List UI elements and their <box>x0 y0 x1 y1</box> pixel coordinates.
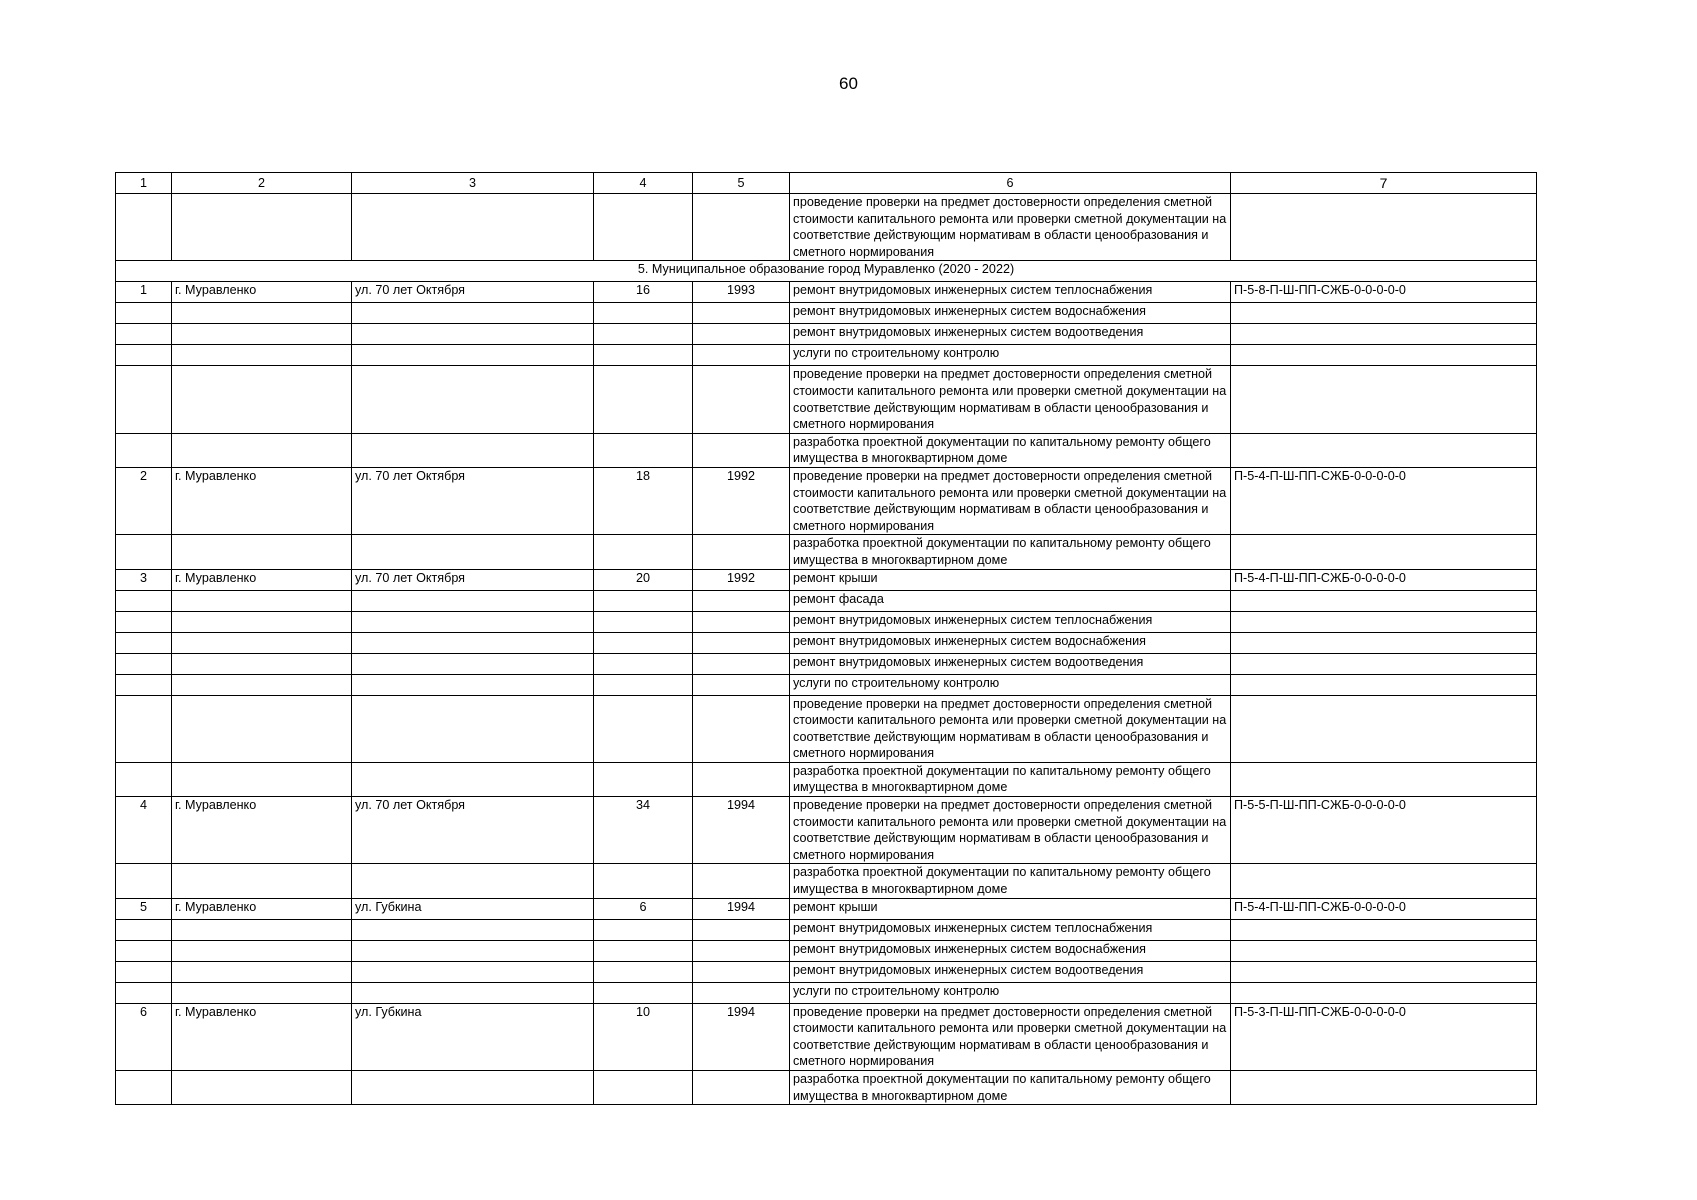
house-number-cell <box>594 194 693 261</box>
building-code-cell: П-5-4-П-Ш-ПП-СЖБ-0-0-0-0-0 <box>1231 569 1537 590</box>
city-cell <box>172 653 352 674</box>
house-number-cell <box>594 324 693 345</box>
street-cell <box>352 366 594 433</box>
page-number: 60 <box>839 74 858 93</box>
house-number-cell: 10 <box>594 1003 693 1070</box>
row-number <box>116 194 172 261</box>
build-year-cell <box>693 433 790 467</box>
row-number: 2 <box>116 467 172 534</box>
build-year-cell <box>693 611 790 632</box>
work-type-cell: разработка проектной документации по капитальному ремонту общего имущества в многоквартирном доме <box>790 535 1231 569</box>
house-number-cell: 20 <box>594 569 693 590</box>
table-row <box>116 1071 1537 1105</box>
row-number <box>116 961 172 982</box>
table-row <box>116 674 1537 695</box>
row-number <box>116 864 172 898</box>
street-cell: ул. Губкина <box>352 1003 594 1070</box>
work-type-cell: разработка проектной документации по капитальному ремонту общего имущества в многоквартирном доме <box>790 762 1231 796</box>
street-cell <box>352 590 594 611</box>
house-number-cell: 34 <box>594 797 693 864</box>
street-cell <box>352 961 594 982</box>
city-cell: г. Муравленко <box>172 1003 352 1070</box>
row-number <box>116 653 172 674</box>
row-number: 3 <box>116 569 172 590</box>
street-cell <box>352 345 594 366</box>
table-row <box>116 433 1537 467</box>
row-number <box>116 982 172 1003</box>
row-number <box>116 940 172 961</box>
building-code-cell <box>1231 590 1537 611</box>
row-number <box>116 324 172 345</box>
street-cell: ул. Губкина <box>352 898 594 919</box>
city-cell <box>172 632 352 653</box>
house-number-cell <box>594 366 693 433</box>
row-number <box>116 674 172 695</box>
building-code-cell <box>1231 864 1537 898</box>
work-type-cell: услуги по строительному контролю <box>790 345 1231 366</box>
row-number <box>116 632 172 653</box>
street-cell <box>352 919 594 940</box>
city-cell <box>172 940 352 961</box>
house-number-cell <box>594 982 693 1003</box>
street-cell <box>352 433 594 467</box>
work-type-cell: проведение проверки на предмет достоверности определения сметной стоимости капитального ремонта или проверки сметной документации на соответствие действующим нормативам в области ценообразования и сметного нормирования <box>790 1003 1231 1070</box>
work-type-cell: ремонт крыши <box>790 898 1231 919</box>
table-row <box>116 467 1537 534</box>
work-type-cell: ремонт внутридомовых инженерных систем теплоснабжения <box>790 282 1231 303</box>
row-number <box>116 433 172 467</box>
city-cell <box>172 590 352 611</box>
work-type-cell: проведение проверки на предмет достоверности определения сметной стоимости капитального ремонта или проверки сметной документации на соответствие действующим нормативам в области ценообразования и сметного нормирования <box>790 695 1231 762</box>
city-cell <box>172 695 352 762</box>
column-header-2: 2 <box>172 173 352 194</box>
work-type-cell: ремонт крыши <box>790 569 1231 590</box>
street-cell <box>352 303 594 324</box>
building-code-cell: П-5-3-П-Ш-ПП-СЖБ-0-0-0-0-0 <box>1231 1003 1537 1070</box>
house-number-cell <box>594 433 693 467</box>
building-code-cell: П-5-5-П-Ш-ПП-СЖБ-0-0-0-0-0 <box>1231 797 1537 864</box>
building-code-cell: П-5-4-П-Ш-ПП-СЖБ-0-0-0-0-0 <box>1231 467 1537 534</box>
building-code-cell: П-5-8-П-Ш-ПП-СЖБ-0-0-0-0-0 <box>1231 282 1537 303</box>
build-year-cell <box>693 366 790 433</box>
building-code-cell <box>1231 762 1537 796</box>
street-cell <box>352 982 594 1003</box>
work-type-cell: ремонт внутридомовых инженерных систем водоснабжения <box>790 303 1231 324</box>
row-number <box>116 535 172 569</box>
work-type-cell: проведение проверки на предмет достоверности определения сметной стоимости капитального ремонта или проверки сметной документации на соответствие действующим нормативам в области ценообразования и сметного нормирования <box>790 797 1231 864</box>
street-cell: ул. 70 лет Октября <box>352 569 594 590</box>
row-number <box>116 366 172 433</box>
build-year-cell: 1992 <box>693 569 790 590</box>
city-cell <box>172 864 352 898</box>
work-type-cell: разработка проектной документации по капитальному ремонту общего имущества в многоквартирном доме <box>790 433 1231 467</box>
build-year-cell: 1994 <box>693 797 790 864</box>
build-year-cell <box>693 961 790 982</box>
street-cell <box>352 535 594 569</box>
building-code-cell <box>1231 345 1537 366</box>
row-number: 4 <box>116 797 172 864</box>
city-cell: г. Муравленко <box>172 282 352 303</box>
row-number <box>116 695 172 762</box>
building-code-cell: П-5-4-П-Ш-ПП-СЖБ-0-0-0-0-0 <box>1231 898 1537 919</box>
work-type-cell: ремонт фасада <box>790 590 1231 611</box>
build-year-cell <box>693 919 790 940</box>
build-year-cell <box>693 864 790 898</box>
street-cell <box>352 674 594 695</box>
house-number-cell: 16 <box>594 282 693 303</box>
house-number-cell <box>594 653 693 674</box>
building-code-cell <box>1231 695 1537 762</box>
table-row <box>116 898 1537 919</box>
row-number <box>116 345 172 366</box>
house-number-cell <box>594 919 693 940</box>
build-year-cell <box>693 695 790 762</box>
work-type-cell: проведение проверки на предмет достоверности определения сметной стоимости капитального ремонта или проверки сметной документации на соответствие действующим нормативам в области ценообразования и сметного нормирования <box>790 194 1231 261</box>
build-year-cell <box>693 345 790 366</box>
table-row <box>116 961 1537 982</box>
build-year-cell <box>693 1071 790 1105</box>
table-row <box>116 1003 1537 1070</box>
house-number-cell <box>594 940 693 961</box>
house-number-cell <box>594 345 693 366</box>
work-type-cell: ремонт внутридомовых инженерных систем водоснабжения <box>790 940 1231 961</box>
table-row <box>116 919 1537 940</box>
building-code-cell <box>1231 535 1537 569</box>
street-cell <box>352 695 594 762</box>
building-code-cell <box>1231 961 1537 982</box>
city-cell <box>172 535 352 569</box>
row-number <box>116 611 172 632</box>
building-code-cell <box>1231 194 1537 261</box>
row-number: 6 <box>116 1003 172 1070</box>
build-year-cell <box>693 632 790 653</box>
city-cell <box>172 919 352 940</box>
city-cell <box>172 611 352 632</box>
build-year-cell <box>693 535 790 569</box>
house-number-cell <box>594 535 693 569</box>
table-row <box>116 762 1537 796</box>
house-number-cell <box>594 864 693 898</box>
table-row <box>116 569 1537 590</box>
build-year-cell <box>693 982 790 1003</box>
work-type-cell: ремонт внутридомовых инженерных систем водоснабжения <box>790 632 1231 653</box>
build-year-cell <box>693 324 790 345</box>
column-header-5: 5 <box>693 173 790 194</box>
street-cell <box>352 762 594 796</box>
work-type-cell: ремонт внутридомовых инженерных систем водоотведения <box>790 961 1231 982</box>
build-year-cell <box>693 762 790 796</box>
building-code-cell <box>1231 940 1537 961</box>
repair-program-table <box>115 172 1537 1105</box>
city-cell <box>172 1071 352 1105</box>
city-cell <box>172 194 352 261</box>
building-code-cell <box>1231 919 1537 940</box>
street-cell <box>352 611 594 632</box>
table-row <box>116 590 1537 611</box>
table-row <box>116 366 1537 433</box>
city-cell <box>172 433 352 467</box>
build-year-cell: 1992 <box>693 467 790 534</box>
section-title-row <box>116 261 1537 282</box>
building-code-cell <box>1231 674 1537 695</box>
building-code-cell <box>1231 632 1537 653</box>
building-code-cell <box>1231 982 1537 1003</box>
city-cell <box>172 982 352 1003</box>
city-cell <box>172 674 352 695</box>
work-type-cell: ремонт внутридомовых инженерных систем водоотведения <box>790 324 1231 345</box>
table-row <box>116 535 1537 569</box>
city-cell <box>172 366 352 433</box>
city-cell: г. Муравленко <box>172 569 352 590</box>
build-year-cell: 1994 <box>693 1003 790 1070</box>
building-code-cell <box>1231 366 1537 433</box>
city-cell <box>172 762 352 796</box>
table-row <box>116 611 1537 632</box>
column-number-header-row <box>116 173 1537 194</box>
house-number-cell: 18 <box>594 467 693 534</box>
street-cell: ул. 70 лет Октября <box>352 467 594 534</box>
building-code-cell <box>1231 303 1537 324</box>
city-cell: г. Муравленко <box>172 467 352 534</box>
row-number <box>116 1071 172 1105</box>
house-number-cell <box>594 674 693 695</box>
work-type-cell: проведение проверки на предмет достоверности определения сметной стоимости капитального ремонта или проверки сметной документации на соответствие действующим нормативам в области ценообразования и сметного нормирования <box>790 467 1231 534</box>
row-number: 5 <box>116 898 172 919</box>
house-number-cell <box>594 1071 693 1105</box>
table-row <box>116 303 1537 324</box>
street-cell <box>352 940 594 961</box>
table-row <box>116 282 1537 303</box>
row-number <box>116 919 172 940</box>
build-year-cell <box>693 653 790 674</box>
work-type-cell: ремонт внутридомовых инженерных систем теплоснабжения <box>790 611 1231 632</box>
column-header-1: 1 <box>116 173 172 194</box>
table-row <box>116 982 1537 1003</box>
work-type-cell: разработка проектной документации по капитальному ремонту общего имущества в многоквартирном доме <box>790 864 1231 898</box>
work-type-cell: разработка проектной документации по капитальному ремонту общего имущества в многоквартирном доме <box>790 1071 1231 1105</box>
work-type-cell: ремонт внутридомовых инженерных систем водоотведения <box>790 653 1231 674</box>
row-number <box>116 590 172 611</box>
building-code-cell <box>1231 1071 1537 1105</box>
house-number-cell: 6 <box>594 898 693 919</box>
build-year-cell <box>693 194 790 261</box>
table-row <box>116 194 1537 261</box>
house-number-cell <box>594 632 693 653</box>
build-year-cell: 1993 <box>693 282 790 303</box>
column-header-6: 6 <box>790 173 1231 194</box>
table-row <box>116 324 1537 345</box>
street-cell <box>352 653 594 674</box>
section-title: 5. Муниципальное образование город Муравленко (2020 - 2022) <box>116 261 1537 282</box>
column-header-4: 4 <box>594 173 693 194</box>
work-type-cell: ремонт внутридомовых инженерных систем теплоснабжения <box>790 919 1231 940</box>
city-cell <box>172 303 352 324</box>
house-number-cell <box>594 303 693 324</box>
work-type-cell: проведение проверки на предмет достоверности определения сметной стоимости капитального ремонта или проверки сметной документации на соответствие действующим нормативам в области ценообразования и сметного нормирования <box>790 366 1231 433</box>
table-row <box>116 940 1537 961</box>
city-cell <box>172 345 352 366</box>
city-cell <box>172 961 352 982</box>
column-header-7: 7 <box>1231 173 1537 194</box>
city-cell: г. Муравленко <box>172 898 352 919</box>
city-cell <box>172 324 352 345</box>
building-code-cell <box>1231 653 1537 674</box>
build-year-cell <box>693 940 790 961</box>
table-row <box>116 695 1537 762</box>
house-number-cell <box>594 611 693 632</box>
table-row <box>116 632 1537 653</box>
house-number-cell <box>594 961 693 982</box>
street-cell <box>352 324 594 345</box>
build-year-cell <box>693 303 790 324</box>
row-number <box>116 303 172 324</box>
row-number: 1 <box>116 282 172 303</box>
table-row <box>116 797 1537 864</box>
build-year-cell: 1994 <box>693 898 790 919</box>
table-row <box>116 864 1537 898</box>
street-cell <box>352 632 594 653</box>
street-cell: ул. 70 лет Октября <box>352 797 594 864</box>
build-year-cell <box>693 590 790 611</box>
street-cell <box>352 864 594 898</box>
column-header-3: 3 <box>352 173 594 194</box>
house-number-cell <box>594 695 693 762</box>
street-cell <box>352 1071 594 1105</box>
building-code-cell <box>1231 324 1537 345</box>
street-cell: ул. 70 лет Октября <box>352 282 594 303</box>
house-number-cell <box>594 590 693 611</box>
city-cell: г. Муравленко <box>172 797 352 864</box>
build-year-cell <box>693 674 790 695</box>
work-type-cell: услуги по строительному контролю <box>790 982 1231 1003</box>
table-row <box>116 345 1537 366</box>
house-number-cell <box>594 762 693 796</box>
building-code-cell <box>1231 611 1537 632</box>
street-cell <box>352 194 594 261</box>
row-number <box>116 762 172 796</box>
building-code-cell <box>1231 433 1537 467</box>
table-row <box>116 653 1537 674</box>
work-type-cell: услуги по строительному контролю <box>790 674 1231 695</box>
